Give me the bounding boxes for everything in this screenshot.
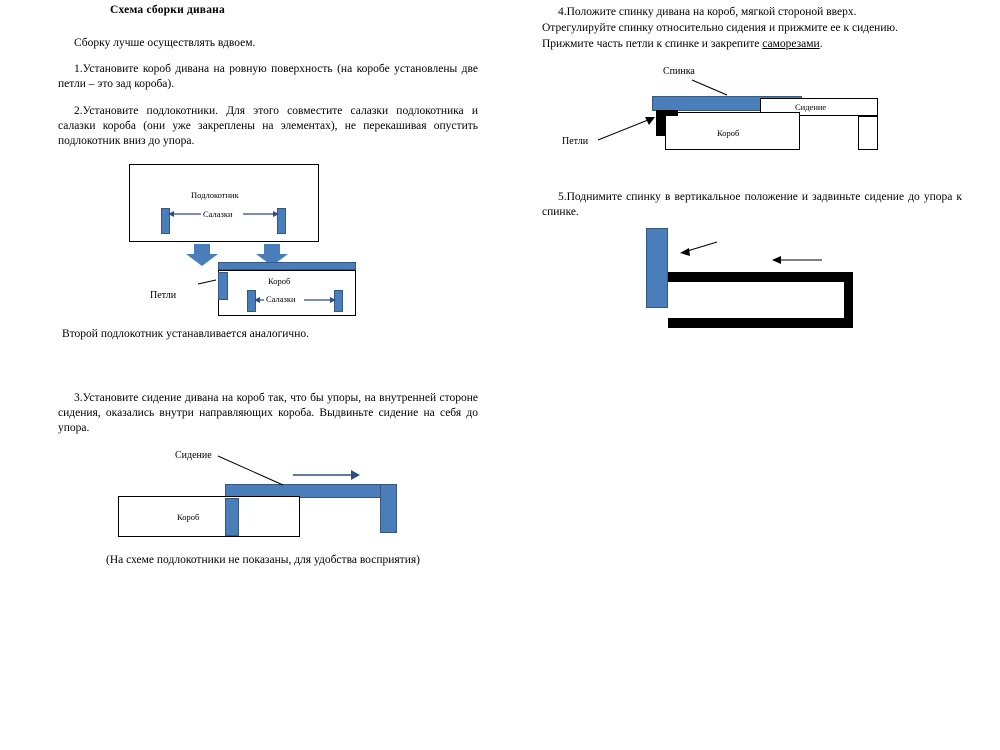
fig3-leader-lines — [108, 448, 408, 540]
box-label-3: Короб — [177, 512, 200, 522]
step-4-line-3-text: Прижмите часть петли к спинке и закрепите — [542, 38, 763, 50]
step-2-paragraph: 2.Установите подлокотники. Для этого совместите салазки подлокотника и салазки короба (они уже закреплены на элементах), не перекашивая опустить подлокотник вниз до упора. — [58, 105, 478, 148]
runner-leader-lines — [129, 164, 319, 242]
seat-label: Сидение — [175, 450, 212, 461]
no-armrests-note: (На схеме подлокотники не показаны, для удобства восприятия) — [106, 554, 420, 566]
step-5-paragraph: 5.Поднимите спинку в вертикальное положение и задвиньте сидение до упора к спинке. — [542, 191, 962, 219]
figure-back-on-box — [552, 62, 912, 162]
box-label-4: Короб — [717, 128, 740, 138]
hinges-label-4: Петли — [562, 136, 589, 147]
seat-label-4: Сидение — [795, 102, 827, 112]
fig4-leader-lines — [552, 62, 912, 162]
runners-label-2: Салазки — [266, 294, 296, 304]
fig2-leader-lines — [156, 262, 356, 316]
step-1-paragraph: 1.Установите короб дивана на ровную поверхность (на коробе установлены две петли – это зад короба). — [58, 63, 478, 91]
figure-back-vertical — [622, 228, 912, 338]
step-4-line-3-period: . — [819, 38, 823, 50]
fig5-arrows — [622, 228, 912, 338]
armrest-label: Подлокотник — [191, 190, 239, 200]
step-4-screws-word: саморезами — [762, 38, 820, 50]
step-4-line-1: 4.Положите спинку дивана на короб, мягкой стороной вверх. — [558, 6, 857, 18]
figure-box-with-hinges — [150, 262, 356, 316]
runners-label: Салазки — [203, 209, 233, 219]
second-armrest-note: Второй подлокотник устанавливается аналогично. — [62, 328, 309, 340]
figure-seat-on-box — [108, 448, 408, 540]
box-label: Короб — [268, 276, 291, 286]
intro-paragraph: Сборку лучше осуществлять вдвоем. — [74, 37, 256, 49]
back-label: Спинка — [663, 66, 695, 77]
page-title: Схема сборки дивана — [110, 4, 225, 16]
step-4-line-3 — [542, 37, 962, 52]
figure-armrest — [129, 164, 319, 242]
step-3-paragraph: 3.Установите сидение дивана на короб так, что бы упоры, на внутренней стороне сидения, оказались внутри направляющих короба. Выдвиньте сидение на себя до упора. — [58, 392, 478, 435]
hinges-label: Петли — [150, 290, 177, 301]
step-4-line-2: Отрегулируйте спинку относительно сидения и прижмите ее к сидению. — [542, 22, 898, 34]
